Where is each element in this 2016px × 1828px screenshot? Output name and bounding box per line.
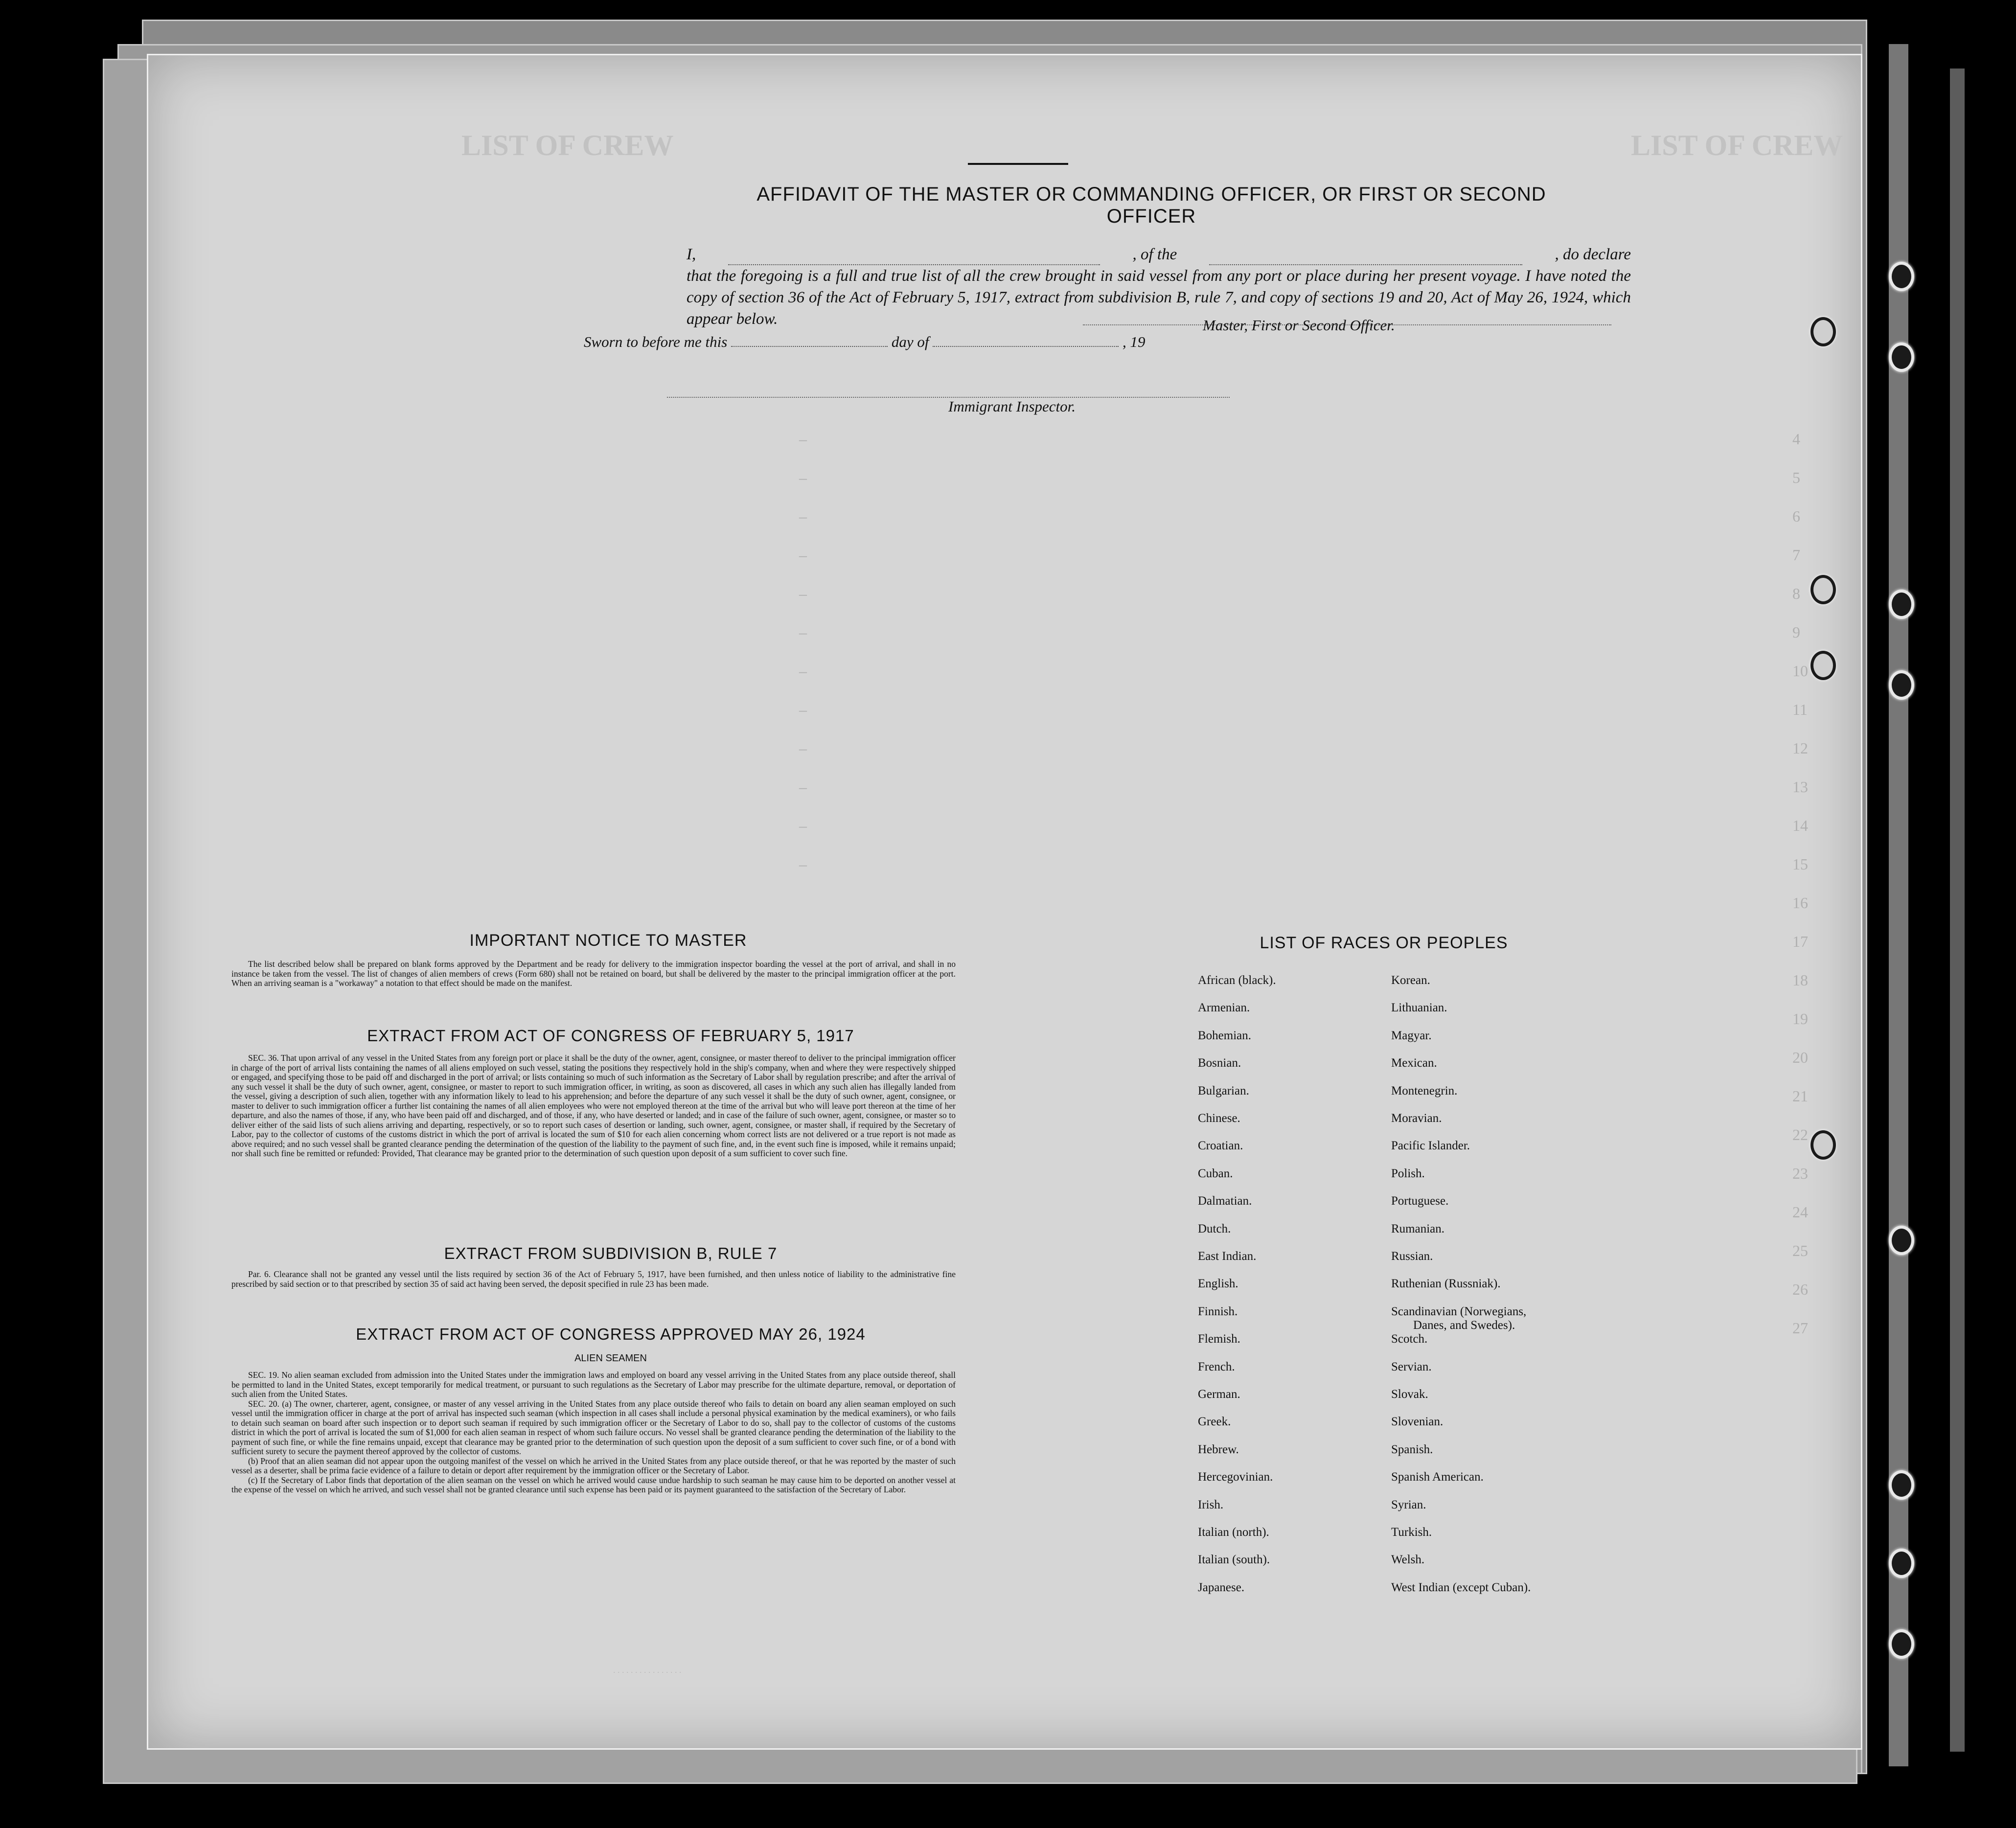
extract-1917-text — [231, 1053, 956, 1159]
race-item: Italian (south). — [1198, 1553, 1270, 1567]
inspector-signature-line[interactable] — [667, 382, 1230, 398]
race-item: Russian. — [1391, 1250, 1433, 1263]
race-item: Armenian. — [1198, 1001, 1250, 1015]
race-item: Greek. — [1198, 1415, 1231, 1429]
race-item: Danes, and Swedes). — [1413, 1318, 1515, 1332]
race-item: African (black). — [1198, 974, 1276, 987]
affidavit-declaration-line — [687, 244, 1631, 265]
extract-rule7-text — [231, 1270, 956, 1289]
manifest-page — [147, 54, 1862, 1750]
race-item: Hebrew. — [1198, 1442, 1239, 1456]
race-item: Hercegovinian. — [1198, 1470, 1273, 1484]
race-item: Moravian. — [1391, 1112, 1442, 1125]
inspector-label: Immigrant Inspector. — [948, 398, 1076, 415]
race-item: Magyar. — [1391, 1028, 1432, 1042]
do-declare-label: , do declare — [1555, 246, 1631, 263]
notice-text — [231, 960, 956, 988]
race-item: Servian. — [1391, 1360, 1432, 1373]
binder-edge-strip — [1889, 44, 1908, 1766]
declarant-name-field[interactable] — [728, 244, 1100, 265]
race-item: Slovenian. — [1391, 1415, 1443, 1429]
race-item: Japanese. — [1198, 1580, 1245, 1594]
race-item: English. — [1198, 1277, 1238, 1291]
race-item: Korean. — [1391, 974, 1430, 987]
extract-rule7-title: EXTRACT FROM SUBDIVISION B, RULE 7 — [444, 1244, 778, 1262]
of-the-label: , of the — [1132, 246, 1177, 263]
race-item: Dalmatian. — [1198, 1194, 1252, 1208]
binder-hole-icon — [1810, 317, 1836, 346]
binder-hole-icon — [1889, 590, 1914, 619]
race-item: Spanish American. — [1391, 1470, 1484, 1484]
races-title: LIST OF RACES OR PEOPLES — [1260, 934, 1508, 952]
race-item: Flemish. — [1198, 1332, 1240, 1346]
race-item: Ruthenian (Russniak). — [1391, 1277, 1501, 1291]
extract-1917-paragraph: SEC. 36. That upon arrival of any vessel in the United States from any foreign port or place it shall be the duty of the owner, agent, consignee, or master thereof to deliver to the principal immigration officer in charge of the port of arrival lists containing the names of all aliens employed on such vessel, stating the positions they respectively hold in the ship's company, when and where they were respectively shipped or engaged, and specifying those to be paid off and discharged in the port of arrival; or lists containing so much of such information as the Secretary of Labor shall by regulation prescribe; and after the arrival of any such vessel it shall be the duty of such owner, agent, consignee, or master to report to such immigration officer, in writing, as soon as discovered, all cases in which any such alien has illegally landed from the vessel, giving a description of such alien, together with any information likely to lead to his apprehension; and before the departure of any such vessel it shall be the duty of such owner, agent, consignee, or master to deliver to such immigration officer a further list containing the names of all alien employees who were not employed thereon at the time of the arrival but who will leave port thereon at the time of her departure, and also the names of those, if any, who have been paid off and discharged, and of those, if any, who have deserted or landed; and in case of the failure of such owner, agent, consignee, or master so to deliver either of the said lists of such aliens arriving and departing, respectively, or so to report such cases of desertion or landing, such owner, agent, consignee, or master shall, if required by the Secretary of Labor, pay to the collector of customs of the customs district in which the port of arrival is located the sum of $10 for each alien concerning whom correct lists are not delivered or a true report is not made as above required; and no such vessel shall be granted clearance pending the determination of the question of the liability to the payment of such fine, and, in the event such fine is imposed, while it remains unpaid; nor shall such fine be remitted or refunded: Provided, That clearance may be granted prior to the determination of such question upon deposit of a sum sufficient to cover such fine. — [231, 1053, 956, 1158]
binder-hole-icon — [1889, 1549, 1914, 1578]
sec-20c-paragraph: (c) If the Secretary of Labor finds that deportation of the alien seaman on the vessel on which he arrived would cause undue hardship to such seaman he may cause him to be deported on another vessel at the expense of the vessel on which he arrived, and such vessel shall not be granted clearance until such expense has been paid or its payment guaranteed to the satisfaction of the Secretary of Labor. — [231, 1475, 956, 1494]
race-item: Italian (north). — [1198, 1526, 1269, 1539]
bleed-through-header-left: LIST OF CREW — [461, 129, 674, 161]
vessel-name-field[interactable] — [1209, 244, 1522, 265]
binder-hole-icon — [1810, 575, 1836, 604]
bleed-through-row-numbers: 4 5 6 7 8 9 10 11 12 13 14 15 16 17 18 19 20 21 22 23 24 25 26 27 — [1792, 430, 1808, 1337]
binder-hole-icon — [1889, 1226, 1914, 1255]
affidavit-title: AFFIDAVIT OF THE MASTER OR COMMANDING OFFICER, OR FIRST OR SECOND OFFICER — [756, 183, 1546, 227]
affidavit-statement: that the foregoing is a full and true list of all the crew brought in said vessel from any port or place during her present voyage. I have noted the copy of section 36 of the Act of February 5, 1917, extract from subdivision B, rule 7, and copy of sections 19 and 20, Act of May 26, 1924, which appear below. — [687, 267, 1631, 328]
binder-hole-icon — [1889, 262, 1914, 291]
race-item: Lithuanian. — [1391, 1001, 1447, 1015]
race-item: Dutch. — [1198, 1222, 1231, 1235]
binder-hole-icon — [1889, 1629, 1914, 1659]
binder-hole-icon — [1810, 651, 1836, 680]
race-item: Portuguese. — [1391, 1194, 1449, 1208]
binder-edge — [1950, 69, 1965, 1752]
master-signature-label: Master, First or Second Officer. — [1203, 317, 1395, 334]
binder-hole-icon — [1889, 343, 1914, 372]
race-item: Spanish. — [1391, 1442, 1433, 1456]
race-item: Scotch. — [1391, 1332, 1428, 1346]
sworn-line — [584, 333, 1145, 351]
binder-hole-icon — [1810, 1130, 1836, 1160]
bleed-through-column: – – – – – – – – – – – – — [799, 430, 807, 873]
bleed-through-header: LIST OF CREW — [1631, 129, 1843, 161]
extract-1917-title: EXTRACT FROM ACT OF CONGRESS OF FEBRUARY 5, 1917 — [367, 1027, 854, 1045]
race-item: Finnish. — [1198, 1304, 1238, 1318]
binder-hole-icon — [1889, 1470, 1914, 1500]
extract-rule7-paragraph: Par. 6. Clearance shall not be granted any vessel until the lists required by section 36 of the Act of February 5, 1917, have been furnished, and then unless notice of liability to the administrative fine prescribed by said section or to that prescribed by section 35 of said act having been served, the deposit specified in rule 23 has been made. — [231, 1269, 956, 1289]
race-item: Welsh. — [1391, 1553, 1425, 1567]
binder-hole-icon — [1889, 670, 1914, 700]
race-item: Bosnian. — [1198, 1056, 1241, 1070]
race-item: Bulgarian. — [1198, 1084, 1249, 1097]
sec-20b-paragraph: (b) Proof that an alien seaman did not appear upon the outgoing manifest of the vessel on which he arrived in the United States from any place outside thereof, or that he was reported by the master of such vessel as a deserter, shall be prima facie evidence of a failure to detain or deport after requirement by the immigration officer or the Secretary of Labor. — [231, 1456, 956, 1475]
race-item: Syrian. — [1391, 1498, 1426, 1511]
notice-title: IMPORTANT NOTICE TO MASTER — [469, 931, 747, 950]
declarant-prefix: I, — [687, 246, 696, 263]
sworn-day-field[interactable] — [731, 346, 888, 347]
year-prefix: , 19 — [1122, 333, 1145, 350]
race-item: Rumanian. — [1391, 1222, 1445, 1235]
race-item: Slovak. — [1391, 1388, 1428, 1401]
race-item: Montenegrin. — [1391, 1084, 1458, 1097]
race-item: Chinese. — [1198, 1112, 1240, 1125]
race-item: Pacific Islander. — [1391, 1139, 1470, 1153]
race-item: Bohemian. — [1198, 1028, 1252, 1042]
race-item: Polish. — [1391, 1166, 1425, 1180]
race-item: French. — [1198, 1360, 1235, 1373]
sec-20a-paragraph: SEC. 20. (a) The owner, charterer, agent, consignee, or master of any vessel arriving in the United States from any place outside thereof who fails to detain on board any alien seaman employed on such vessel until the immigration officer in charge at the port of arrival has inspected such seaman (which inspection in all cases shall include a personal physical examination by the medical examiners), or who fails to detain such seaman on board after such inspection or to deport such seaman if required by such immigration officer or the Secretary of Labor to do so, shall pay to the collector of customs of the customs district in which the port of arrival is located the sum of $1,000 for each alien seaman in respect of whom such failure occurs. No vessel shall be granted clearance pending the determination of the liability to the payment of such fine, or while the fine remains unpaid, except that clearance may be granted prior to the determination of such question upon the deposit of a sum sufficient to cover such fine, or of a bond with sufficient surety to secure the payment thereof approved by the collector of customs. — [231, 1398, 956, 1456]
sworn-prefix: Sworn to before me this — [584, 333, 728, 350]
race-item: Mexican. — [1391, 1056, 1437, 1070]
sworn-month-field[interactable] — [933, 346, 1119, 347]
affidavit-title-rule — [968, 163, 1068, 165]
race-item: East Indian. — [1198, 1250, 1257, 1263]
race-item: West Indian (except Cuban). — [1391, 1580, 1531, 1594]
race-item: Croatian. — [1198, 1139, 1243, 1153]
alien-seamen-subtitle: ALIEN SEAMEN — [574, 1353, 647, 1364]
race-item: Scandinavian (Norwegians, — [1391, 1304, 1527, 1318]
extract-1924-title: EXTRACT FROM ACT OF CONGRESS APPROVED MAY 26, 1924 — [356, 1325, 866, 1343]
bleed-through-footer: . . . . . . . . . . . . . . . . — [613, 1665, 682, 1675]
sec-19-paragraph: SEC. 19. No alien seaman excluded from admission into the United States under the immigration laws and employed on board any vessel arriving in the United States from any place outside thereof, shall be permitted to land in the United States, except temporarily for medical treatment, or pursuant to such regulations as the Secretary of Labor may prescribe for the ultimate departure, removal, or deportation of such alien from the United States. — [231, 1370, 956, 1399]
race-item: German. — [1198, 1388, 1240, 1401]
notice-paragraph: The list described below shall be prepared on blank forms approved by the Department and be ready for delivery to the immigration inspector boarding the vessel at the port of arrival, and shall in no instance be taken from the vessel. The list of changes of alien members of crews (Form 680) shall not be retained on board, but shall be delivered by the master to the principal immigration officer at the port. When an arriving seaman is a "workaway" a notation to that effect should be made on the manifest. — [231, 959, 956, 988]
race-item: Turkish. — [1391, 1526, 1432, 1539]
day-of-label: day of — [891, 333, 929, 350]
race-item: Irish. — [1198, 1498, 1224, 1511]
race-item: Cuban. — [1198, 1166, 1233, 1180]
extract-1924-text — [231, 1371, 956, 1495]
